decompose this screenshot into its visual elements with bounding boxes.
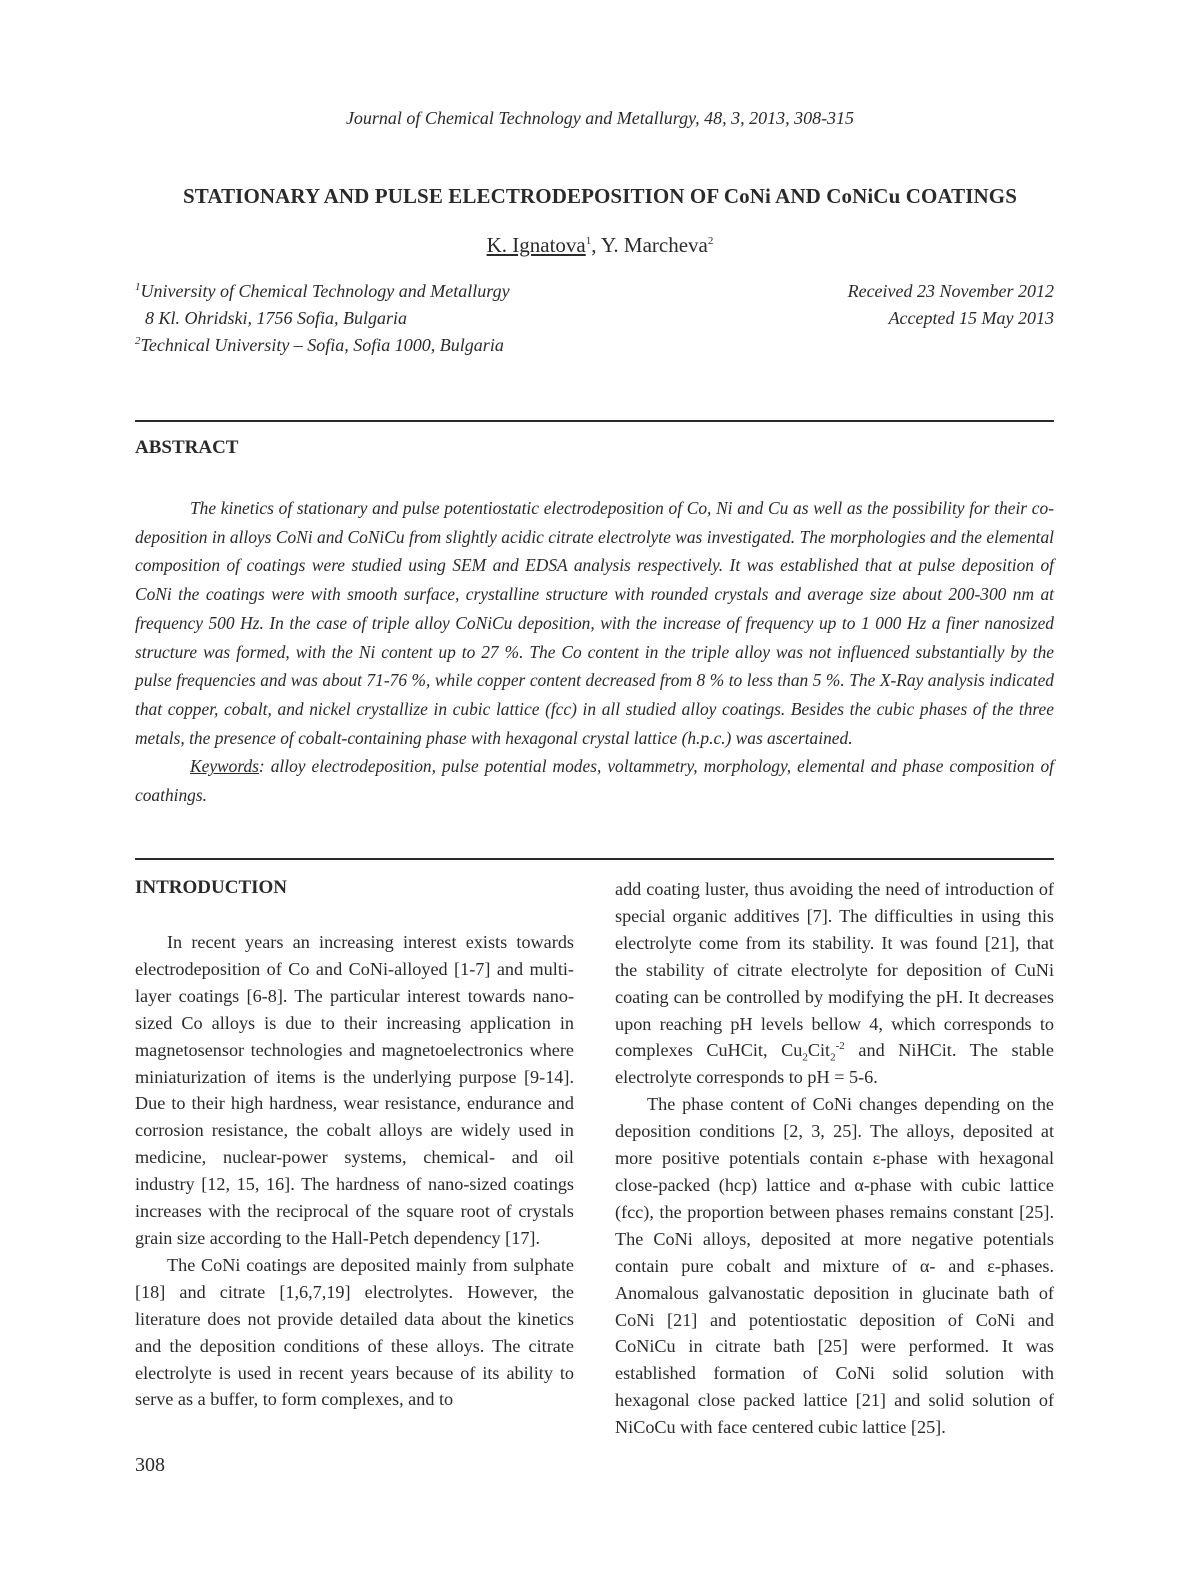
abstract-paragraph: The kinetics of stationary and pulse potentiostatic electrodeposition of Co, Ni and Cu as well as the possibility for their co-deposition in alloys CoNi and CoNiCu from slightly acidic citrate electrolyte was investigated. The morphologies and the elemental composition of coatings were studied using SEM and EDSA analysis respectively. It was established that at pulse deposition of CoNi the coatings were with smooth surface, crystalline structure with rounded crystals and average size about 200-300 nm at frequency 500 Hz. In the case of triple alloy CoNiCu deposition, with the increase of frequency up to 1 000 Hz a finer nanosized structure was formed, with the Ni content up to 27 %. The Co content in the triple alloy was not influenced substantially by the pulse frequencies and was about 71-76 %, while copper content decreased from 8 % to less than 5 %. The X-Ray analysis indicated that copper, cobalt, and nickel crystallize in cubic lattice (fcc) in all studied alloy coatings. Besides the cubic phases of the three metals, the presence of cobalt-containing phase with hexagonal crystal lattice (h.p.c.) was ascertained. [135,498,1054,748]
left-column [135,929,574,1413]
text-run: Cit [807,1040,831,1061]
affiliation-mark: 1 [585,235,592,247]
received-date: Received 23 November 2012 [847,281,1054,301]
author-name: Y. Marcheva [600,233,708,257]
affiliation-mark: 2 [135,335,141,347]
body-paragraph [615,876,1054,1091]
divider [135,420,1054,422]
keywords-label: Keywords [190,756,259,777]
article-title: STATIONARY AND PULSE ELECTRODEPOSITION OF CoNi AND CoNiCu COATINGS [183,184,1017,208]
page-number: 308 [135,1454,165,1476]
body-paragraph: The CoNi coatings are deposited mainly from sulphate [18] and citrate [1,6,7,19] electrolytes. However, the literature does not provide detailed data about the kinetics and the deposition conditions of these alloys. The citrate electrolyte is used in recent years because of its ability to serve as a buffer, to form complexes, and to [135,1254,574,1410]
author-name: K. Ignatova [486,233,586,257]
affiliation-mark: 2 [707,235,714,247]
right-column [615,876,1054,1441]
subscript: 2 [830,1052,836,1065]
introduction-heading: INTRODUCTION [135,877,288,898]
author-separator: , [591,233,601,257]
body-paragraph: In recent years an increasing interest exists towards electrodeposition of Co and CoNi-alloyed [1-7] and multi-layer coatings [6-8]. The particular interest towards nano-sized Co alloys is due to their increasing application in magnetosensor technologies and magnetoelectronics where miniaturization of items is the underlying purpose [9-14]. Due to their high hardness, wear resistance, endurance and corrosion resistance, the cobalt alloys are widely used in medicine, nuclear-power systems, chemical- and oil industry [12, 15, 16]. The hardness of nano-sized coatings increases with the reciprocal of the square root of crystals grain size according to the Hall-Petch dependency [17]. [135,932,574,1248]
keywords-paragraph [135,752,1054,809]
affiliation-line [135,281,510,302]
text-run: and NiHCit. The stable electrolyte corresponds to pH = 5-6. [615,1040,1054,1088]
divider [135,858,1054,860]
abstract-body [135,494,1054,810]
affiliation-text: University of Chemical Technology and Metallurgy [140,281,510,301]
affiliation-line [135,335,504,356]
superscript: -2 [835,1040,845,1053]
affiliation-text: Technical University – Sofia, Sofia 1000, Bulgaria [140,335,504,355]
journal-citation: Journal of Chemical Technology and Metallurgy, 48, 3, 2013, 308-315 [345,108,855,128]
abstract-heading: ABSTRACT [135,437,239,458]
subscript: 2 [802,1052,808,1065]
body-paragraph: The phase content of CoNi changes depending on the deposition conditions [2, 3, 25]. The alloys, deposited at more positive potentials contain ε-phase with hexagonal close-packed (hcp) lattice and α-phase with cubic lattice (fcc), the proportion between phases remains constant [25]. The CoNi alloys, deposited at more negative potentials contain pure cobalt and mixture of α- and ε-phases. Anomalous galvanostatic deposition in glucinate bath of CoNi [21] and potentiostatic deposition of CoNi and CoNiCu in citrate bath [25] were performed. It was established formation of CoNi solid solution with hexagonal close packed lattice [21] and solid solution of NiCoCu with face centered cubic lattice [25]. [615,1094,1054,1438]
author-list [0,233,1200,258]
text-run: add coating luster, thus avoiding the need of introduction of special organic additives [7]. The difficulties in using this electrolyte come from its stability. It was found [21], that the stability of citrate electrolyte for deposition of CuNi coating can be controlled by modifying the pH. It decreases upon reaching pH levels bellow 4, which corresponds to complexes CuHCit, Cu [615,879,1054,1061]
keywords-text: : alloy electrodeposition, pulse potential modes, voltammetry, morphology, elemental and phase composition of coathings. [135,756,1054,806]
affiliation-line: 8 Kl. Ohridski, 1756 Sofia, Bulgaria [145,308,408,328]
accepted-date: Accepted 15 May 2013 [888,308,1054,328]
affiliation-mark: 1 [135,281,141,293]
